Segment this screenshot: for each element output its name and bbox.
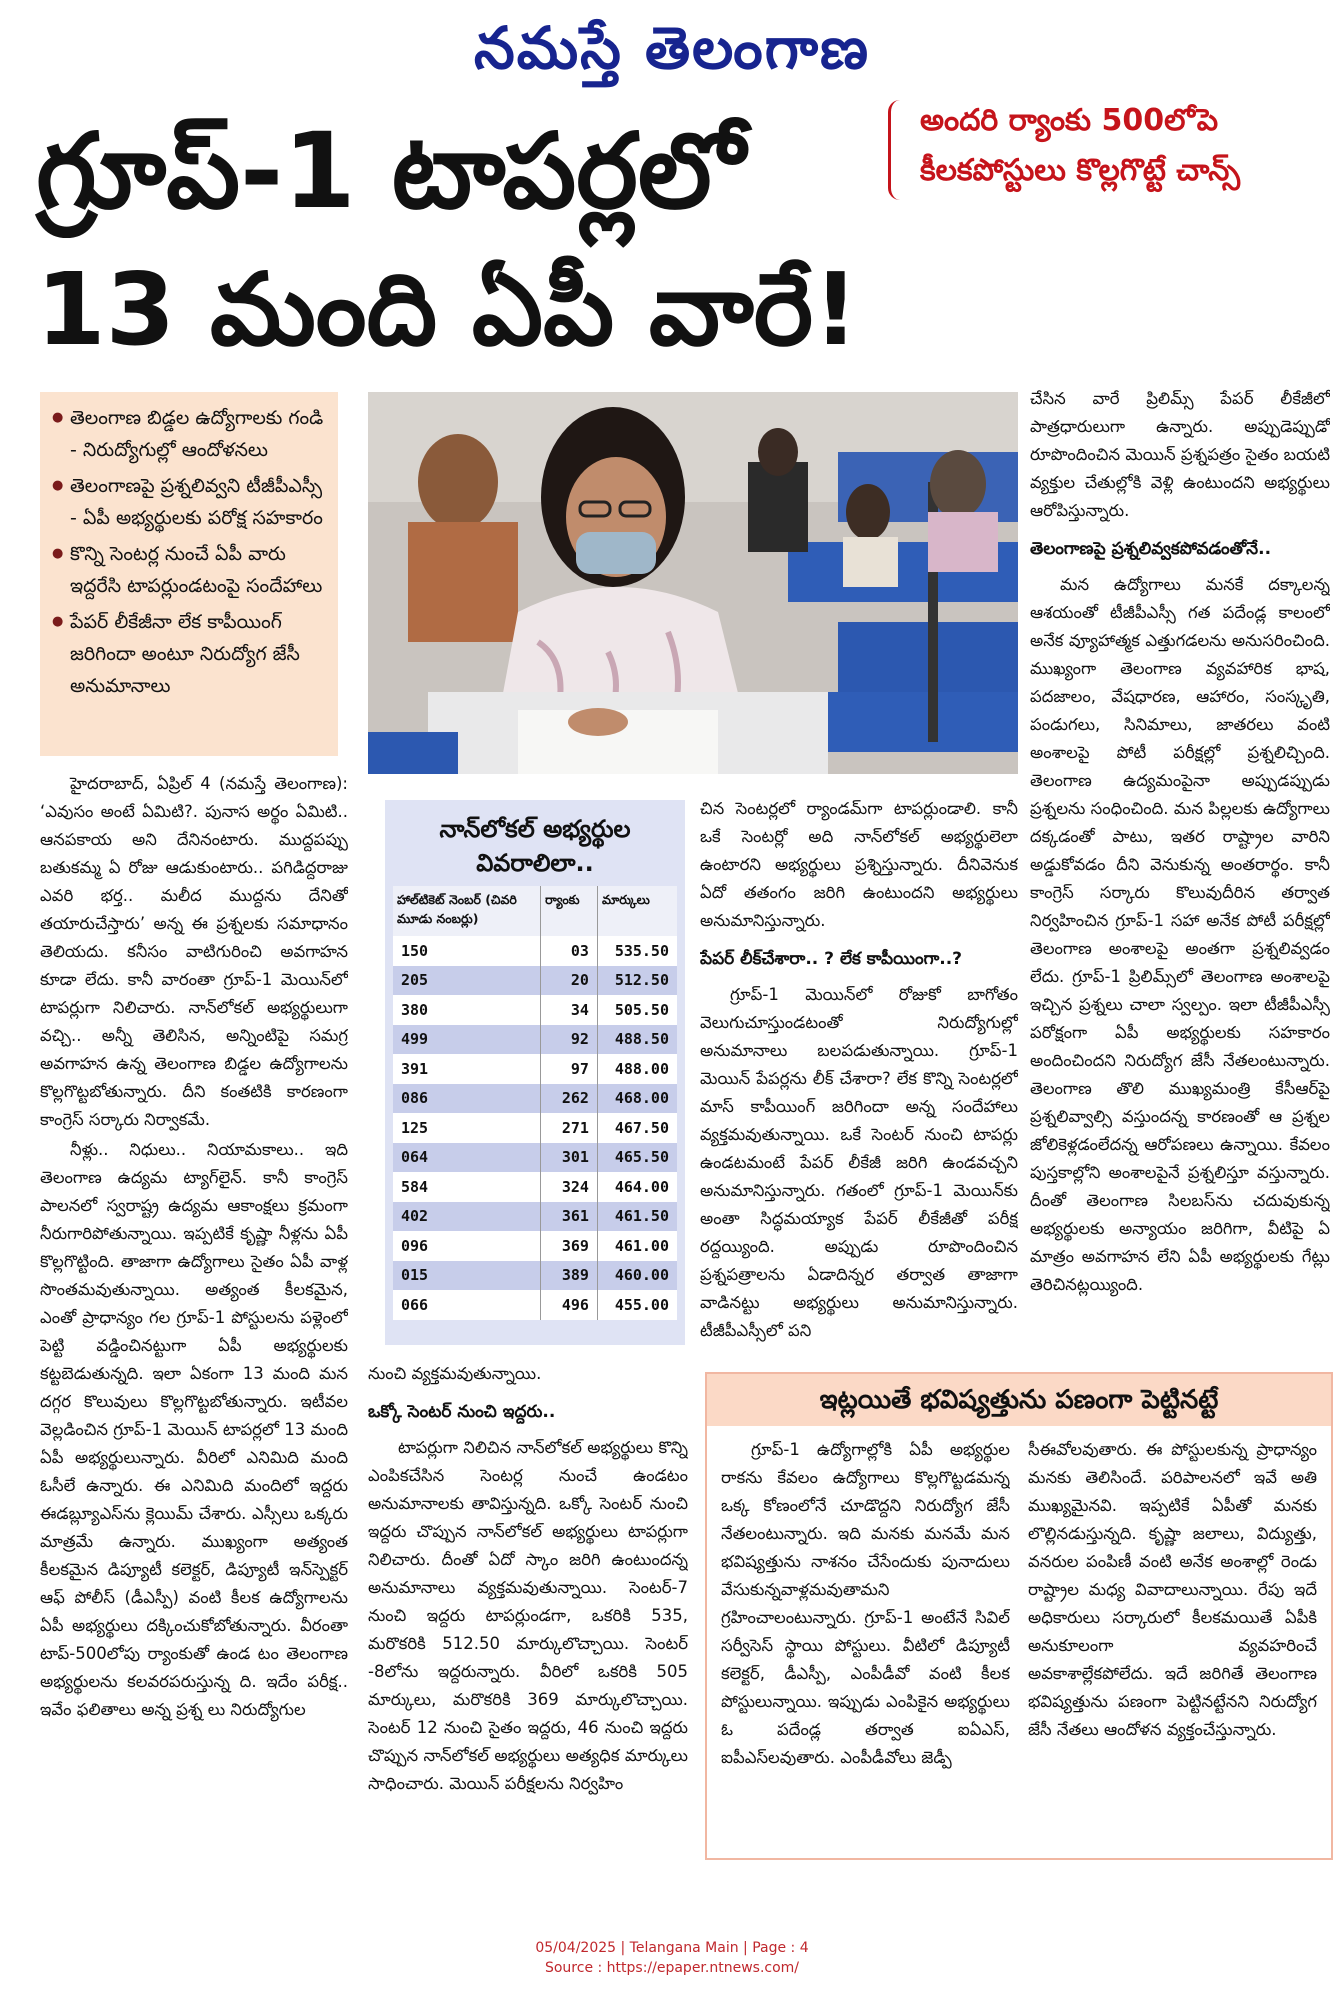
table-cell: 150	[393, 936, 541, 966]
table-cell: 389	[541, 1261, 598, 1291]
table-title: నాన్‌లోకల్‌ అభ్యర్థుల వివరాలిలా..	[439, 815, 631, 877]
table-row	[393, 1261, 677, 1291]
paragraph: చేసిన వారే ప్రిలిమ్స్‌ పేపర్‌ లీకేజీలో పాత్రధారులుగా ఉన్నారు. అప్పుడెప్పుడో రూపొందించిన మెయిన్‌ ప్రశ్నపత్రం సైతం బయటి వ్యక్తుల చేతుల్లోకి వెళ్లి ఉంటుందని అభ్యర్థులు ఆరోపిస్తున్నారు.	[1030, 389, 1330, 520]
table-cell: 066	[393, 1290, 541, 1320]
table-cell: 97	[541, 1054, 598, 1084]
article-column-4	[1030, 385, 1330, 1395]
highlight-item: ● కొన్ని సెంటర్ల నుంచే ఏపీ వారు ఇద్దరేసి టాపర్లుండటంపై సందేహాలు	[52, 538, 326, 602]
nonlocal-candidates-table-box	[385, 800, 685, 1345]
table-row	[393, 995, 677, 1025]
paragraph: హైదరాబాద్‌, ఏప్రిల్‌ 4 (నమస్తే తెలంగాణ): ‘ఎవుసం అంటే ఏమిటి?. పునాస అర్థం ఏమిటి.. ఆనపకాయ అని దేనినంటారు. ముద్దపప్పు బతుకమ్మ ఏ రోజు ఆడుకుంటారు.. పగిడిద్దరాజు ఎవరి భర్త.. మలీద ముద్దను దేనితో తయారుచేస్తారు’ అన్న ఈ ప్రశ్నలకు సమాధానం తెలియదు. కనీసం వాటిగురించి అవగాహన కూడా లేదు. కానీ వారంతా గ్రూప్‌-1 మెయిన్‌లో టాపర్లుగా నిలిచారు. నాన్‌లోకల్‌ అభ్యర్థులుగా వచ్చి.. అన్నీ తెలిసిన, అన్నింటిపై సమగ్ర అవగాహన ఉన్న తెలంగాణ బిడ్డల ఉద్యోగాలను కొల్లగొట్టబోతున్నారు. దీని కంతటికి కారణంగా కాంగ్రెస్‌ సర్కారు నిర్వాకమే.	[40, 774, 348, 1129]
table-cell: 015	[393, 1261, 541, 1291]
table-cell: 584	[393, 1172, 541, 1202]
table-cell: 460.00	[597, 1261, 677, 1291]
subheadline-brace	[888, 100, 909, 200]
table-cell: 205	[393, 966, 541, 996]
sidebar-box-column-left	[721, 1436, 1010, 1846]
table-cell: 488.50	[597, 1025, 677, 1055]
table-cell: 465.50	[597, 1143, 677, 1173]
section-subhead: తెలంగాణపై ప్రశ్నలివ్వకపోవడంతోనే..	[1030, 539, 1272, 559]
table-cell: 468.00	[597, 1084, 677, 1114]
section-subhead: ఒక్కో సెంటర్‌ నుంచి ఇద్దరు..	[368, 1402, 556, 1422]
highlight-item: ● పేపర్‌ లీకేజీనా లేక కాపీయింగ్‌ జరిగిందా అంటూ నిరుద్యోగ జేసీ అనుమానాలు	[52, 606, 326, 702]
footer-source-line: Source : https://epaper.ntnews.com/	[544, 1960, 800, 1976]
table-cell: 369	[541, 1231, 598, 1261]
table-cell: 461.50	[597, 1202, 677, 1232]
table-row	[393, 1172, 677, 1202]
paragraph: మన ఉద్యోగాలు మనకే దక్కాలన్న ఆశయంతో టీజీపీఎస్సీ గత పదేండ్ల కాలంలో అనేక వ్యూహాత్మక ఎత్తుగడలను అనుసరించింది. ముఖ్యంగా తెలంగాణ వ్యవహారిక భాష, పదజాలం, వేషధారణ, ఆహారం, సంస్కృతి, పండుగలు, సినిమాలు, జాతరలు వంటి అంశాలపై పోటీ పరీక్షల్లో ప్రశ్నలిచ్చింది. తెలంగాణ ఉద్యమంపైనా అప్పుడప్పుడు ప్రశ్నలను సంధించింది. మన పిల్లలకు ఉద్యోగాలు దక్కడంతో పాటు, ఇతర రాష్ట్రాల వారిని అడ్డుకోవడం దీని వెనుకున్న అంతరార్థం. కానీ కాంగ్రెస్‌ సర్కారు కొలువుదీరిన తర్వాత నిర్వహించిన గ్రూప్‌-1 సహా అనేక పోటీ పరీక్షల్లో తెలంగాణ అంశాలపై అంతగా ప్రశ్నలివ్వడం లేదు. గ్రూప్‌-1 ప్రిలిమ్స్‌లో తెలంగాణ అంశాలపై ఇచ్చిన ప్రశ్నలు చాలా స్వల్పం. ఇలా టీజీపీఎస్సీ పరోక్షంగా ఏపీ అభ్యర్థులకు సహకారం అందించిందని నిరుద్యోగ జేసీ నేతలంటున్నారు. తెలంగాణ తొలి ముఖ్యమంత్రి కేసీఆర్‌పై ప్రశ్నలివ్వాల్సి వస్తుందన్న కారణంతో ఆ ప్రశ్నల జోలికెళ్లడంలేదన్న ఆరోపణలు ఉన్నాయి. కేవలం పుస్తకాల్లోని అంశాలపైనే ప్రశ్నలిస్తూ వస్తున్నారు. దీంతో తెలంగాణ సిలబస్‌ను చదువుకున్న అభ్యర్థులకు అన్యాయం జరిగిగా, వీటిపై ఏ మాత్రం అవగాహన లేని ఏపీ అభ్యర్థులకు గేట్లు తెరిచినట్లయ్యింది.	[1030, 575, 1330, 1294]
table-header: హాల్‌టికెట్‌ నెంబర్‌ (చివరి మూడు నంబర్లు)	[393, 886, 541, 936]
highlights-box	[40, 392, 338, 756]
exam-hall-photo	[368, 392, 1018, 774]
table-row	[393, 1084, 677, 1114]
paragraph: సీఈవోలవుతారు. ఈ పోస్టులకున్న ప్రాధాన్యం మనకు తెలిసిందే. పరిపాలనలో ఇవే అతి ముఖ్యమైనవి. ఇప్పటికే ఏపీతో మనకు లొల్లినడుస్తున్నది. కృష్ణా జలాలు, విద్యుత్తు, వనరుల పంపిణీ వంటి అనేక అంశాల్లో రెండు రాష్ట్రాల మధ్య వివాదాలున్నాయి. రేపు ఇదే అధికారులు సర్కారులో కీలకమయితే ఏపీకి అనుకూలంగా వ్యవహరించే అవకాశాల్లేకపోలేదు. ఇదే జరిగితే తెలంగాణ భవిష్యత్తును పణంగా పెట్టినట్టేనని నిరుద్యోగ జేసీ నేతలు ఆందోళన వ్యక్తంచేస్తున్నారు.	[1028, 1440, 1317, 1739]
paragraph: నీళ్లు.. నిధులు.. నియామకాలు.. ఇది తెలంగాణ ఉద్యమ ట్యాగ్‌లైన్‌. కానీ కాంగ్రెస్‌ పాలనలో స్వరాష్ట్ర ఉద్యమ ఆకాంక్షలు క్రమంగా నీరుగారిపోతున్నాయి. ఇప్పటికే కృష్ణా నీళ్లను ఏపీ కొల్లగొట్టింది. తాజాగా ఉద్యోగాలు సైతం ఏపీ వాళ్ల సొంతమవుతున్నాయి. అత్యంత కీలకమైన, ఎంతో ప్రాధాన్యం గల గ్రూప్‌-1 పోస్టులను పళ్లెంలో పెట్టి వడ్డించినట్టుగా ఏపీ అభ్యర్థులకు కట్టబెడుతున్నది. ఇలా ఏకంగా 13 మంది మన దగ్గర కొలువులు కొల్లగొట్టబోతున్నారు. ఇటీవల వెల్లడించిన గ్రూప్‌-1 మెయిన్‌ టాపర్లలో 13 మంది ఏపీ అభ్యర్థులున్నారు. వీరిలో ఎనిమిది మంది ఓసీలే ఉన్నారు. ఈ ఎనిమిది మందిలో ఇద్దరు ఈడబ్ల్యూఎస్‌ను క్లెయిమ్‌ చేశారు. ఎస్సీలు ఒక్కరు మాత్రమే ఉన్నారు. ముఖ్యంగా అత్యంత కీలకమైన డిప్యూటీ కలెక్టర్‌, డిప్యూటీ ఇన్‌స్పెక్టర్‌ ఆఫ్‌ పోలీస్‌ (డీఎస్పీ) వంటి కీలక ఉద్యోగాలను ఏపీ అభ్యర్థులు దక్కించుకోబోతున్నారు. వీరంతా టాప్‌-500లోపు ర్యాంకుతో ఉండ టం తెలంగాణ అభ్యర్థులను కలవరపరుస్తున్న ది. ఇదేం పరీక్ష.. ఇవేం ఫలితాలు అన్న ప్రశ్న లు నిరుద్యోగుల	[40, 1140, 348, 1719]
article-column-3	[700, 795, 1018, 1355]
paragraph: గ్రూప్‌-1 మెయిన్‌లో రోజుకో బాగోతం వెలుగుచూస్తుండటంతో నిరుద్యోగుల్లో అనుమానాలు బలపడుతున్నాయి. గ్రూప్‌-1 మెయిన్‌ పేపర్లను లీక్‌ చేశారా? లేక కొన్ని సెంటర్లలో మాస్‌ కాపీయింగ్‌ జరిగిందా అన్న సందేహాలు వ్యక్తమవుతున్నాయి. ఒకే సెంటర్‌ నుంచి టాపర్లు ఉండటమంటే పేపర్‌ లీకేజీ జరిగి ఉండవచ్చని అనుమానిస్తున్నారు. గతంలో గ్రూప్‌-1 మెయిన్‌కు అంతా సిద్ధమయ్యాక పేపర్‌ లీకేజీతో పరీక్ష రద్దయ్యింది. అప్పుడు రూపొందించిన ప్రశ్నపత్రాలను ఏడాదిన్నర తర్వాత తాజాగా వాడినట్టు అభ్యర్థులు అనుమానిస్తున్నారు. టీజీపీఎస్సీలో పని	[700, 985, 1018, 1340]
table-cell: 535.50	[597, 936, 677, 966]
table-cell: 464.00	[597, 1172, 677, 1202]
table-cell: 096	[393, 1231, 541, 1261]
article-column-1	[40, 770, 348, 1860]
masthead: నమస్తే తెలంగాణ	[474, 14, 870, 82]
table-cell: 461.00	[597, 1231, 677, 1261]
table-cell: 488.00	[597, 1054, 677, 1084]
table-row	[393, 1231, 677, 1261]
footer-date-line: 05/04/2025 | Telangana Main | Page : 4	[535, 1940, 809, 1956]
paragraph: గ్రూప్‌-1 ఉద్యోగాల్లోకి ఏపీ అభ్యర్థుల రాకను కేవలం ఉద్యోగాలు కొల్లగొట్టడమన్న ఒక్క కోణంలోనే చూడొద్దని నిరుద్యోగ జేసీ నేతలంటున్నారు. ఇది మనకు మనమే మన భవిష్యత్తును నాశనం చేసేందుకు పునాదులు వేసుకున్నవాళ్లమవుతామని గ్రహించాలంటున్నారు. గ్రూప్‌-1 అంటేనే సివిల్‌ సర్వీసెస్‌ స్థాయి పోస్టులు. వీటిలో డిప్యూటీ కలెక్టర్‌, డీఎస్పీ, ఎంపీడీవో వంటి కీలక పోస్టులున్నాయి. ఇప్పుడు ఎంపికైన అభ్యర్థులు ఓ పదేండ్ల తర్వాత ఐఏఎస్‌, ఐపీఎస్‌లవుతారు. ఎంపీడీవోలు జెడ్పీ	[721, 1440, 1010, 1767]
article-column-2	[368, 1360, 688, 1870]
table-cell: 125	[393, 1113, 541, 1143]
section-subhead: పేపర్‌ లీక్‌చేశారా.. ? లేక కాపీయింగా..?	[700, 949, 963, 969]
subheadline-2: కీలకపోస్టులు కొల్లగొట్టే చాన్స్‌	[920, 153, 1241, 188]
sidebar-box-column-right	[1028, 1436, 1317, 1846]
table-cell: 467.50	[597, 1113, 677, 1143]
highlight-item: ● తెలంగాణపై ప్రశ్నలివ్వని టీజీపీఎస్సీ - ఏపీ అభ్యర్థులకు పరోక్ష సహకారం	[52, 470, 326, 534]
table-cell: 301	[541, 1143, 598, 1173]
nonlocal-candidates-table	[393, 886, 677, 1320]
table-cell: 380	[393, 995, 541, 1025]
table-row	[393, 936, 677, 966]
table-cell: 391	[393, 1054, 541, 1084]
paragraph: టాపర్లుగా నిలిచిన నాన్‌లోకల్‌ అభ్యర్థులు కొన్ని ఎంపికచేసిన సెంటర్ల నుంచే ఉండటం అనుమానాలకు తావిస్తున్నది. ఒక్కో సెంటర్‌ నుంచి ఇద్దరు చొప్పున నాన్‌లోకల్‌ అభ్యర్థులు టాపర్లుగా నిలిచారు. దీంతో ఏదో స్కాం జరిగి ఉంటుందన్న అనుమానాలు వ్యక్తమవుతున్నాయి. సెంటర్‌-7 నుంచి ఇద్దరు టాపర్లుండగా, ఒకరికి 535, మరొకరికి 512.50 మార్కులొచ్చాయి. సెంటర్‌ -8లోను ఇద్దరున్నారు. వీరిలో ఒకరికి 505 మార్కులు, మరొకరికి 369 మార్కులొచ్చాయి. సెంటర్‌ 12 నుంచి సైతం ఇద్దరు, 46 నుంచి ఇద్దరు చొప్పున నాన్‌లోకల్‌ అభ్యర్థులు అత్యధిక మార్కులు సాధించారు. మెయిన్‌ పరీక్షలను నిర్వహిం	[368, 1438, 688, 1793]
table-cell: 34	[541, 995, 598, 1025]
table-cell: 512.50	[597, 966, 677, 996]
table-cell: 271	[541, 1113, 598, 1143]
page-footer	[0, 1938, 1344, 1978]
headline-line2: 13 మంది ఏపీ వారే!	[36, 251, 859, 368]
table-cell: 92	[541, 1025, 598, 1055]
paragraph: నుంచి వ్యక్తమవుతున్నాయి.	[368, 1364, 542, 1383]
table-row	[393, 1202, 677, 1232]
table-cell: 455.00	[597, 1290, 677, 1320]
table-row	[393, 1054, 677, 1084]
highlight-item: ● తెలంగాణ బిడ్డల ఉద్యోగాలకు గండి - నిరుద్యోగుల్లో ఆందోళనలు	[52, 402, 326, 466]
paragraph: చిన సెంటర్లలో ర్యాండమ్‌గా టాపర్లుండాలి. కానీ ఒకే సెంటర్లో అది నాన్‌లోకల్‌ అభ్యర్థులెలా ఉంటారని అభ్యర్థులు ప్రశ్నిస్తున్నారు. దీనివెనుక ఏదో తతంగం జరిగి ఉంటుందని అభ్యర్థులు అనుమానిస్తున్నారు.	[700, 799, 1018, 930]
table-cell: 086	[393, 1084, 541, 1114]
table-header: ర్యాంకు	[541, 886, 598, 936]
table-row	[393, 1290, 677, 1320]
table-cell: 064	[393, 1143, 541, 1173]
headline-line1: గ్రూప్‌-1 టాపర్లలో	[36, 110, 745, 232]
sidebar-box	[705, 1372, 1333, 1860]
table-cell: 20	[541, 966, 598, 996]
table-cell: 402	[393, 1202, 541, 1232]
table-row	[393, 966, 677, 996]
table-header: మార్కులు	[597, 886, 677, 936]
table-cell: 324	[541, 1172, 598, 1202]
table-cell: 496	[541, 1290, 598, 1320]
table-row	[393, 1025, 677, 1055]
table-cell: 361	[541, 1202, 598, 1232]
table-row	[393, 1143, 677, 1173]
table-cell: 505.50	[597, 995, 677, 1025]
table-cell: 499	[393, 1025, 541, 1055]
table-cell: 262	[541, 1084, 598, 1114]
subheadline-1: అందరి ర్యాంకు 500లోపె	[920, 103, 1219, 138]
table-row	[393, 1113, 677, 1143]
sidebar-box-title: ఇట్లయితే భవిష్యత్తును పణంగా పెట్టినట్టే	[707, 1374, 1331, 1426]
table-cell: 03	[541, 936, 598, 966]
